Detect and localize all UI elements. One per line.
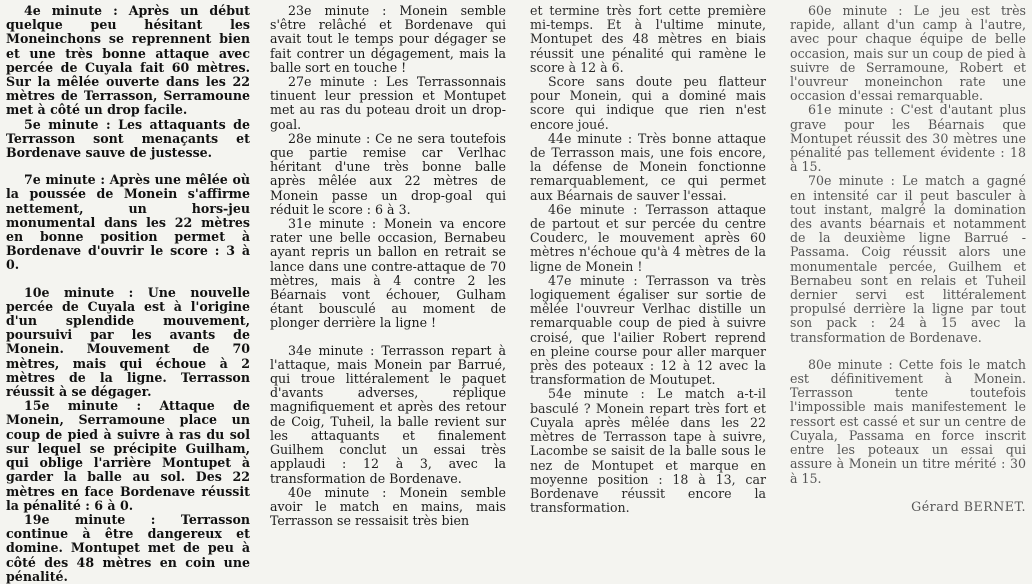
- author-signature: Gérard BERNET.: [911, 498, 1026, 514]
- match-paragraph: 70e minute : Le match a gagné en intensité car il peut basculer à tout instant, malgré la domination des avants béarnais et notamment de la deuxième ligne Barrué - Passama. Coig réussit alors une monumentale percée, Guilhem et Bernabeu sont en relais et Tuheil dernier servi est littéralement propulsé derrière la ligne par tout son pack : 24 à 15 avec la transformation de Bordenave.: [790, 173, 1026, 345]
- match-paragraph: et termine très fort cette première mi-temps. Et à l'ultime minute, Montupet des 48 mètres en biais réussit une pénalité qui ramène le score à 12 à 6.: [530, 3, 766, 75]
- article-column-1: [6, 3, 250, 584]
- match-paragraph: 5e minute : Les attaquants de Terrasson sont menaçants et Bordenave sauve de justesse.: [6, 116, 250, 161]
- match-paragraph: 19e minute : Terrasson continue à être dangereux et domine. Montupet met de peu à côté des 48 mètres en coin une pénalité.: [6, 511, 250, 584]
- match-paragraph: 28e minute : Ce ne sera toutefois que partie remise car Verlhac héritant d'une très bonne balle après mêlée aux 22 mètres de Monein passe un drop-goal qui réduit le score : 6 à 3.: [270, 130, 506, 217]
- match-paragraph: 10e minute : Une nouvelle percée de Cuyala est à l'origine d'un splendide mouvement, poursuivi par les avants de Monein. Mouvement de 70 mètres, mais qui échoue à 2 mètres de la ligne. Terrasson réussit à se dégager.: [6, 284, 250, 400]
- article-column-2: [270, 4, 506, 552]
- match-paragraph: 47e minute : Terrasson va très logiquement égaliser sur sortie de mêlée l'ouvreur Verlhac distille un remarquable coup de pied à suivre croisé, que l'ailier Robert reprend en pleine course pour aller marquer près des poteaux : 12 à 12 avec la transformation de Moutupet.: [530, 272, 766, 388]
- match-paragraph: 61e minute : C'est d'autant plus grave pour les Béarnais que Montupet réussit des 30 mètres une pénalité pas tellement évidente : 18 à 15.: [790, 102, 1026, 175]
- match-paragraph: 34e minute : Terrasson repart à l'attaque, mais Monein par Barrué, qui troue littéralement le paquet d'avants adverses, réplique magnifiquement et après des retour de Coig, Tuheil, la balle revient sur les attaquants et finalement Guilhem conclut un essai très applaudi : 12 à 3, avec la transformation de Bordenave.: [270, 342, 506, 486]
- match-paragraph: 54e minute : Le match a-t-il basculé ? Monein repart très fort et Cuyala après mêlée dans les 22 mètres de Terrasson tape à suivre, Lacombe se saisit de la balle sous le nez de Montupet et marque en moyenne position : 18 à 13, car Bordenave réussit encore la transformation.: [530, 386, 766, 516]
- match-paragraph: 40e minute : Monein semble avoir le match en mains, mais Terrasson se ressaisit très bien: [270, 484, 506, 529]
- match-paragraph: 27e minute : Les Terrassonnais tinuent leur pression et Montupet met au ras du poteau droit un drop-goal.: [270, 74, 506, 132]
- match-paragraph: 23e minute : Monein semble s'être relâché et Bordenave qui avait tout le temps pour dégager se fait contrer un dégagement, mais la balle sort en touche !: [270, 3, 506, 75]
- match-paragraph: 4e minute : Après un début quelque peu hésitant les Moneinchons se reprennent bien et une très bonne attaque avec percée de Cuyala fait 60 mètres. Sur la mêlée ouverte dans les 22 mètres de Terrasson, Serramoune met à côté un drop facile.: [6, 3, 250, 118]
- article-column-3: [530, 4, 766, 552]
- match-paragraph: 60e minute : Le jeu est très rapide, allant d'un camp à l'autre, avec pour chaque équipe de belle occasion, mais sur un coup de pied à suivre de Serramoune, Robert et l'ouvreur moneinchon rate une occasion d'essai remarquable.: [790, 3, 1026, 104]
- match-paragraph: 44e minute : Très bonne attaque de Terrasson mais, une fois encore, la défense de Monein fonctionne remarquablement, ce qui permet aux Béarnais de sauver l'essai.: [530, 130, 766, 203]
- article-column-4: [790, 4, 1026, 552]
- match-paragraph: 31e minute : Monein va encore rater une belle occasion, Bernabeu ayant repris un ballon en retrait se lance dans une contre-attaque de 70 mètres, mais à 4 contre 2 les Béarnais vont échouer, Gulham étant bousculé au moment de plonger derrière la ligne !: [270, 216, 506, 331]
- match-paragraph: 46e minute : Terrasson attaque de partout et sur percée du centre Couderc, le mouvement après 60 mètres n'échoue qu'à 4 mètres de la ligne de Monein !: [530, 201, 766, 274]
- match-paragraph: 7e minute : Après une mêlée où la poussée de Monein s'affirme nettement, un hors-jeu monumental dans les 22 mètres en bonne position permet à Bordenave d'ouvrir le score : 3 à 0.: [6, 172, 250, 273]
- match-paragraph: 80e minute : Cette fois le match est définitivement à Monein. Terrasson tente toutefois l'impossible mais manifestement le ressort est cassé et sur un centre de Cuyala, Passama en force inscrit entre les poteaux un essai qui assure à Monein un titre mérité : 30 à 15.: [790, 356, 1026, 486]
- match-paragraph: 15e minute : Attaque de Monein, Serramoune place un coup de pied à suivre à ras du sol sur lequel se précipite Guilham, qui oblige l'arrière Montupet à garder la balle au sol. Des 22 mètres en face Bordenave réussit la pénalité : 6 à 0.: [6, 398, 250, 513]
- match-paragraph: Score sans doute peu flatteur pour Monein, qui a dominé mais score qui indique que rien n'est encore joué.: [530, 74, 766, 132]
